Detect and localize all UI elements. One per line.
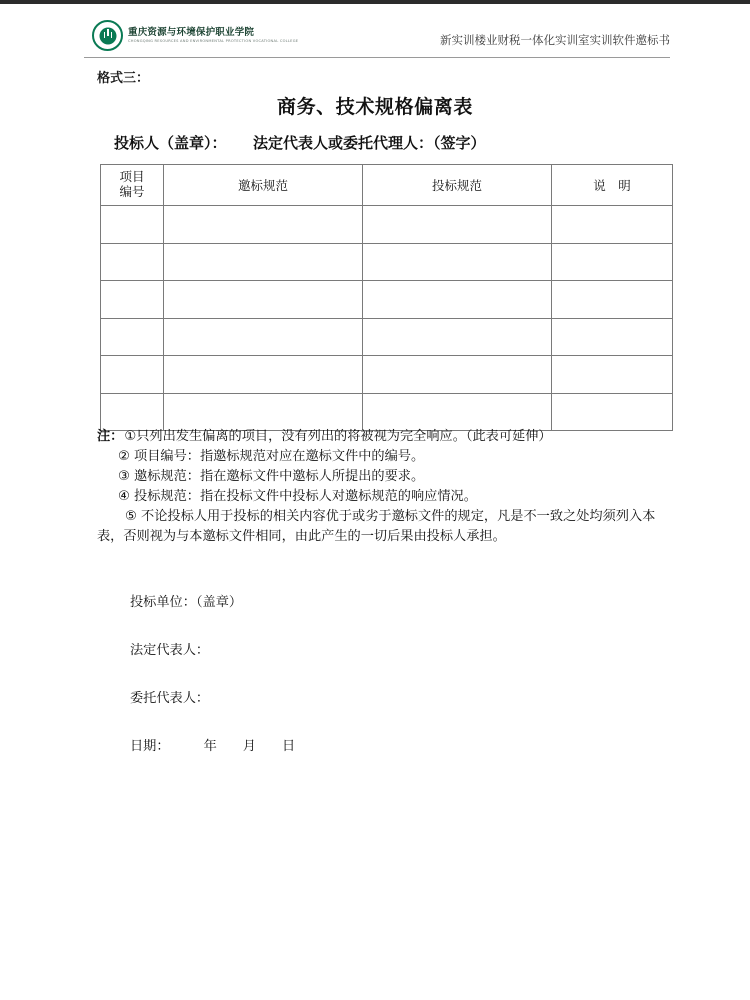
date-label: 日期：	[130, 739, 170, 754]
deviation-table-body	[101, 206, 673, 431]
header-document-title: 新实训楼业财税一体化实训室实训软件邀标书	[440, 33, 670, 47]
cell-invitation-spec[interactable]	[164, 393, 363, 431]
cell-remark[interactable]	[552, 206, 673, 244]
document-header	[84, 18, 670, 58]
column-header-item-no-line2: 编号	[119, 184, 145, 199]
signer-header-line	[114, 132, 486, 153]
cell-item-no[interactable]	[101, 206, 164, 244]
cell-bid-spec[interactable]	[363, 393, 552, 431]
logo-english-name: CHONGQING RESOURCES AND ENVIRONMENTAL PROTECTION VOCATIONAL COLLEGE	[128, 38, 299, 43]
cell-invitation-spec[interactable]	[164, 206, 363, 244]
logo-text-block	[128, 28, 298, 44]
signature-block	[130, 591, 295, 783]
cell-bid-spec[interactable]	[363, 206, 552, 244]
cell-invitation-spec[interactable]	[164, 243, 363, 281]
college-emblem-icon	[92, 20, 123, 51]
table-row[interactable]	[101, 281, 673, 319]
table-row[interactable]	[101, 243, 673, 281]
note-item-5: ⑤ 不论投标人用于投标的相关内容优于或劣于邀标文件的规定，凡是不一致之处均须列入本表，否则视为与本邀标文件相同，由此产生的一切后果由投标人承担。	[97, 509, 656, 545]
notes-section	[97, 427, 677, 547]
column-header-item-no-line1: 项目	[119, 169, 145, 185]
cell-item-no[interactable]	[101, 318, 164, 356]
cell-item-no[interactable]	[101, 243, 164, 281]
cell-item-no[interactable]	[101, 281, 164, 319]
cell-remark[interactable]	[552, 318, 673, 356]
signature-authorized-representative-line[interactable]: 委托代表人：	[130, 691, 210, 706]
column-header-invitation-spec: 邀标规范	[164, 165, 363, 206]
signature-date-line[interactable]	[130, 735, 295, 783]
table-row[interactable]	[101, 393, 673, 431]
cell-invitation-spec[interactable]	[164, 281, 363, 319]
column-header-remark: 说 明	[552, 165, 673, 206]
signer-representative-label: 法定代表人或委托代理人：（签字）	[252, 134, 486, 152]
note-item-2: ② 项目编号：指邀标规范对应在邀标文件中的编号。	[118, 449, 425, 465]
cell-item-no[interactable]	[101, 393, 164, 431]
date-month-label: 月	[242, 739, 256, 754]
cell-bid-spec[interactable]	[363, 356, 552, 394]
signature-legal-representative-line[interactable]: 法定代表人：	[130, 643, 210, 658]
date-day-label: 日	[281, 739, 296, 754]
header-divider	[84, 57, 670, 58]
signer-bidder-label: 投标人（盖章）：	[114, 134, 227, 152]
column-header-bid-spec: 投标规范	[363, 165, 552, 206]
cell-bid-spec[interactable]	[363, 318, 552, 356]
cell-remark[interactable]	[552, 243, 673, 281]
cell-remark[interactable]	[552, 356, 673, 394]
note-item-3: ③ 邀标规范：指在邀标文件中邀标人所提出的要求。	[118, 469, 425, 485]
cell-invitation-spec[interactable]	[164, 318, 363, 356]
column-header-item-no	[101, 165, 164, 206]
table-row[interactable]	[101, 206, 673, 244]
logo-chinese-name: 重庆资源与环境保护职业学院	[128, 26, 255, 38]
cell-item-no[interactable]	[101, 356, 164, 394]
institution-logo	[92, 20, 298, 51]
note-item-1	[97, 427, 677, 447]
notes-label: 注：	[97, 429, 124, 444]
date-year-label: 年	[203, 739, 217, 754]
page-top-trim	[0, 0, 750, 4]
cell-remark[interactable]	[552, 281, 673, 319]
note-item-4: ④ 投标规范：指在投标文件中投标人对邀标规范的响应情况。	[118, 489, 477, 505]
note-1-text: ①只列出发生偏离的项目，没有列出的将被视为完全响应。（此表可延伸）	[124, 429, 552, 444]
deviation-table	[100, 164, 673, 431]
signature-unit-line[interactable]: 投标单位：（盖章）	[130, 595, 243, 610]
table-row[interactable]	[101, 318, 673, 356]
deviation-table-head	[101, 165, 673, 206]
table-row[interactable]	[101, 356, 673, 394]
format-label: 格式三：	[97, 71, 150, 86]
cell-remark[interactable]	[552, 393, 673, 431]
cell-bid-spec[interactable]	[363, 243, 552, 281]
table-header-row	[101, 165, 673, 206]
page-title: 商务、技术规格偏离表	[276, 96, 473, 118]
cell-invitation-spec[interactable]	[164, 356, 363, 394]
cell-bid-spec[interactable]	[363, 281, 552, 319]
